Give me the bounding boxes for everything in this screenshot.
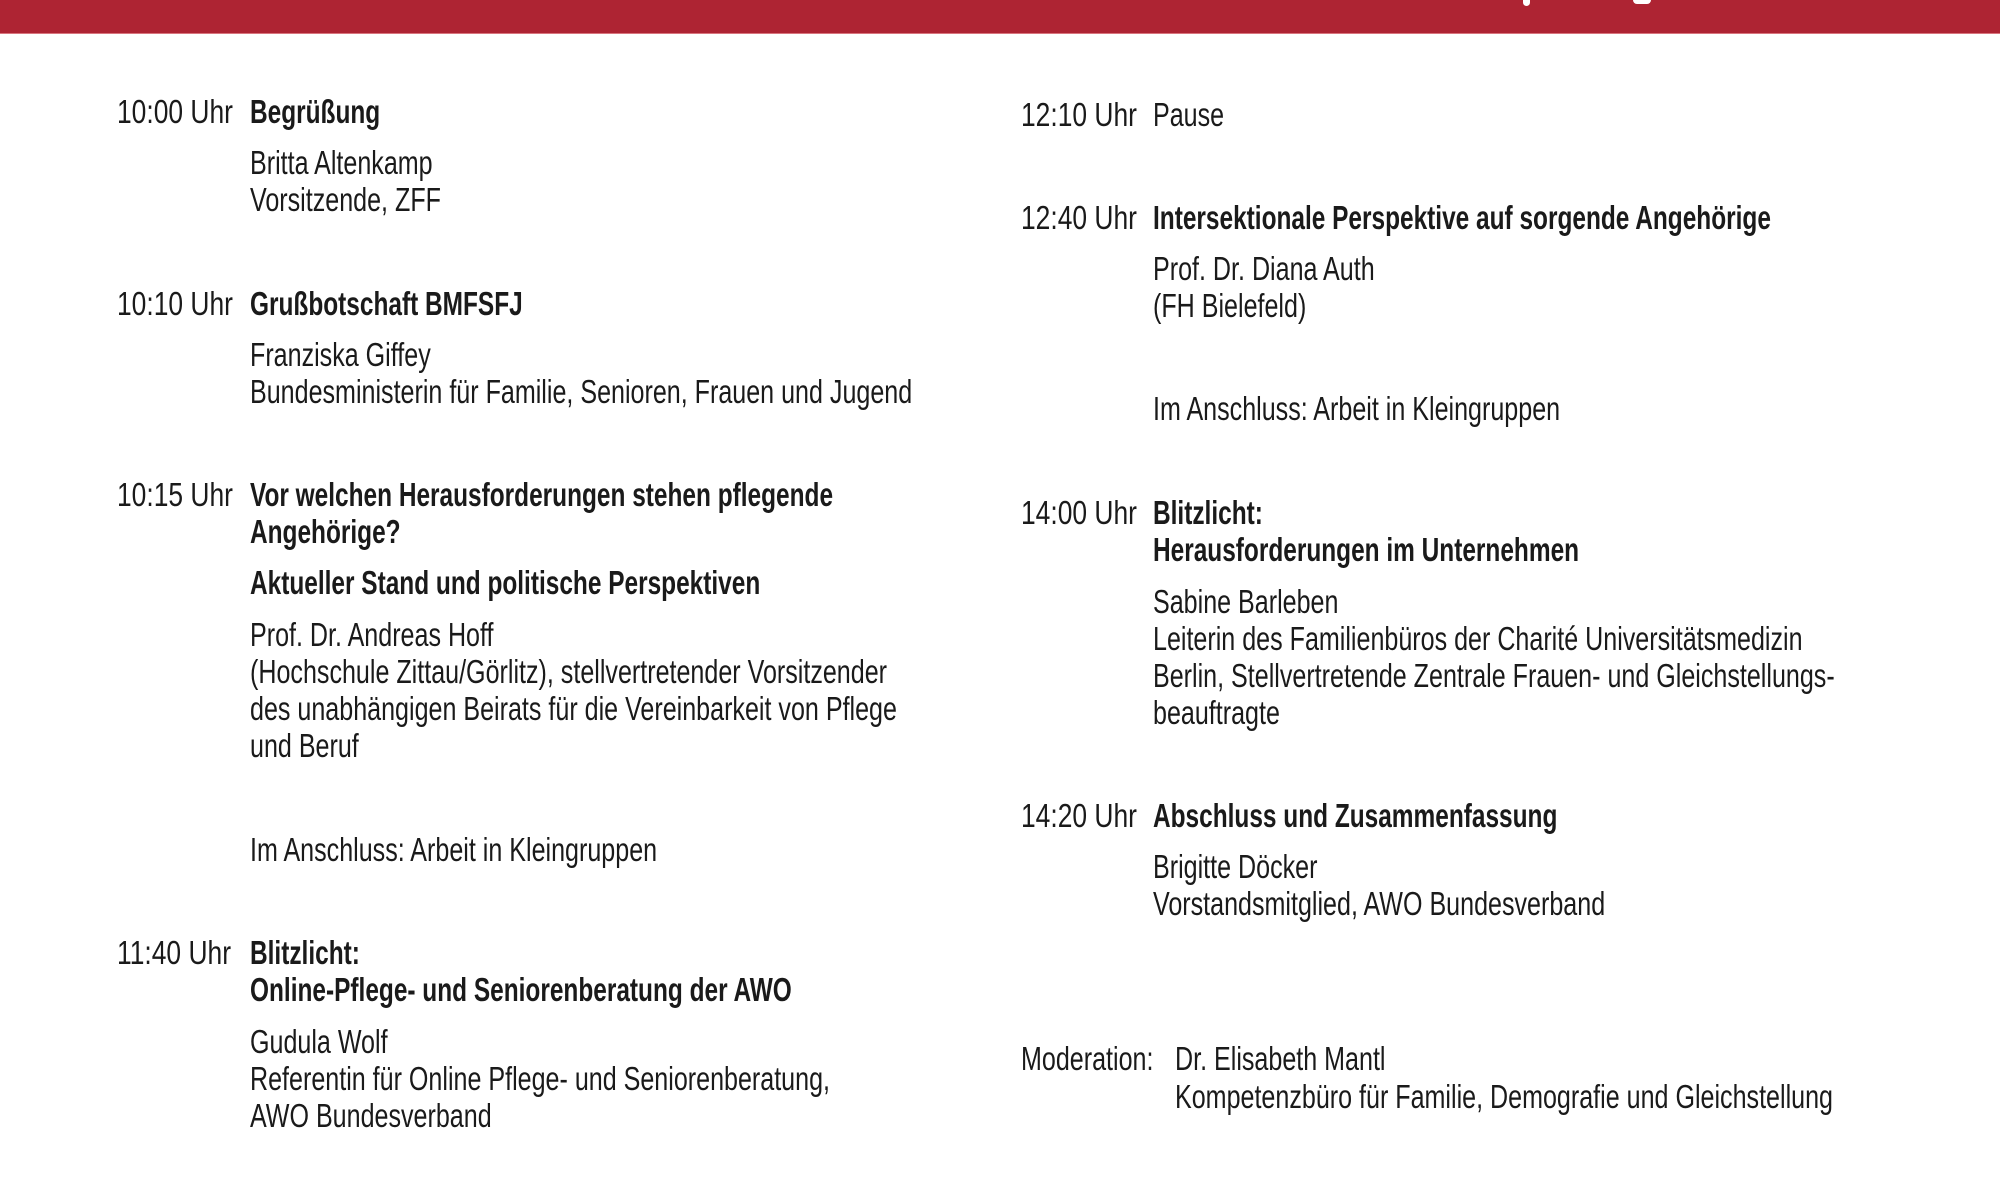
speaker-role: und Beruf [250,727,359,764]
agenda-title: Angehörige? [250,513,401,550]
speaker-role: Berlin, Stellvertretende Zentrale Frauen- und Gleichstellungs- [1153,657,1835,694]
speaker-role: des unabhängigen Beirats für die Vereinbarkeit von Pflege [250,690,897,727]
agenda-note: Im Anschluss: Arbeit in Kleingruppen [250,831,658,868]
agenda-time: 10:00 Uhr [117,93,233,130]
moderation-label: Moderation: [1021,1040,1154,1077]
clipped-heading-glyph [1633,0,1651,4]
agenda-title: Vor welchen Herausforderungen stehen pflegende [250,476,834,513]
banner-edge [0,33,2000,34]
agenda-title: Blitzlicht: [250,934,360,971]
agenda-time: 10:10 Uhr [117,285,233,322]
agenda-title: Online-Pflege- und Seniorenberatung der AWO [250,971,792,1008]
speaker-name: Prof. Dr. Diana Auth [1153,250,1375,287]
speaker-role: AWO Bundesverband [250,1097,492,1134]
agenda-time: 11:40 Uhr [117,934,231,971]
speaker-role: Vorstandsmitglied, AWO Bundesverband [1153,885,1606,922]
speaker-role: Leiterin des Familienbüros der Charité Universitätsmedizin [1153,620,1803,657]
agenda-title: Herausforderungen im Unternehmen [1153,531,1580,568]
clipped-heading-glyph [1523,0,1530,6]
agenda-title: Pause [1153,96,1225,133]
speaker-name: Brigitte Döcker [1153,848,1318,885]
agenda-time: 12:10 Uhr [1021,96,1137,133]
agenda-title: Grußbotschaft BMFSFJ [250,285,523,322]
speaker-role: (Hochschule Zittau/Görlitz), stellvertretender Vorsitzender [250,653,888,690]
agenda-note: Im Anschluss: Arbeit in Kleingruppen [1153,390,1561,427]
speaker-name: Gudula Wolf [250,1023,388,1060]
speaker-role: beauftragte [1153,694,1280,731]
speaker-name: Britta Altenkamp [250,144,433,181]
agenda-title: Begrüßung [250,93,381,130]
agenda-time: 12:40 Uhr [1021,199,1137,236]
moderator-organization: Kompetenzbüro für Familie, Demografie und Gleichstellung [1175,1078,1833,1115]
agenda-time: 14:00 Uhr [1021,494,1137,531]
speaker-name: Sabine Barleben [1153,583,1339,620]
agenda-title: Intersektionale Perspektive auf sorgende Angehörige [1153,199,1771,236]
speaker-name: Franziska Giffey [250,336,431,373]
agenda-title: Abschluss und Zusammenfassung [1153,797,1558,834]
speaker-role: Bundesministerin für Familie, Senioren, Frauen und Jugend [250,373,913,410]
speaker-role: Referentin für Online Pflege- und Seniorenberatung, [250,1060,831,1097]
speaker-name: Prof. Dr. Andreas Hoff [250,616,494,653]
speaker-role: (FH Bielefeld) [1153,287,1307,324]
agenda-time: 14:20 Uhr [1021,797,1137,834]
agenda-title: Blitzlicht: [1153,494,1263,531]
moderator-name: Dr. Elisabeth Mantl [1175,1040,1386,1077]
speaker-role: Vorsitzende, ZFF [250,181,441,218]
agenda-subtitle: Aktueller Stand und politische Perspektiven [250,564,761,601]
agenda-time: 10:15 Uhr [117,476,233,513]
header-banner [0,0,2000,34]
